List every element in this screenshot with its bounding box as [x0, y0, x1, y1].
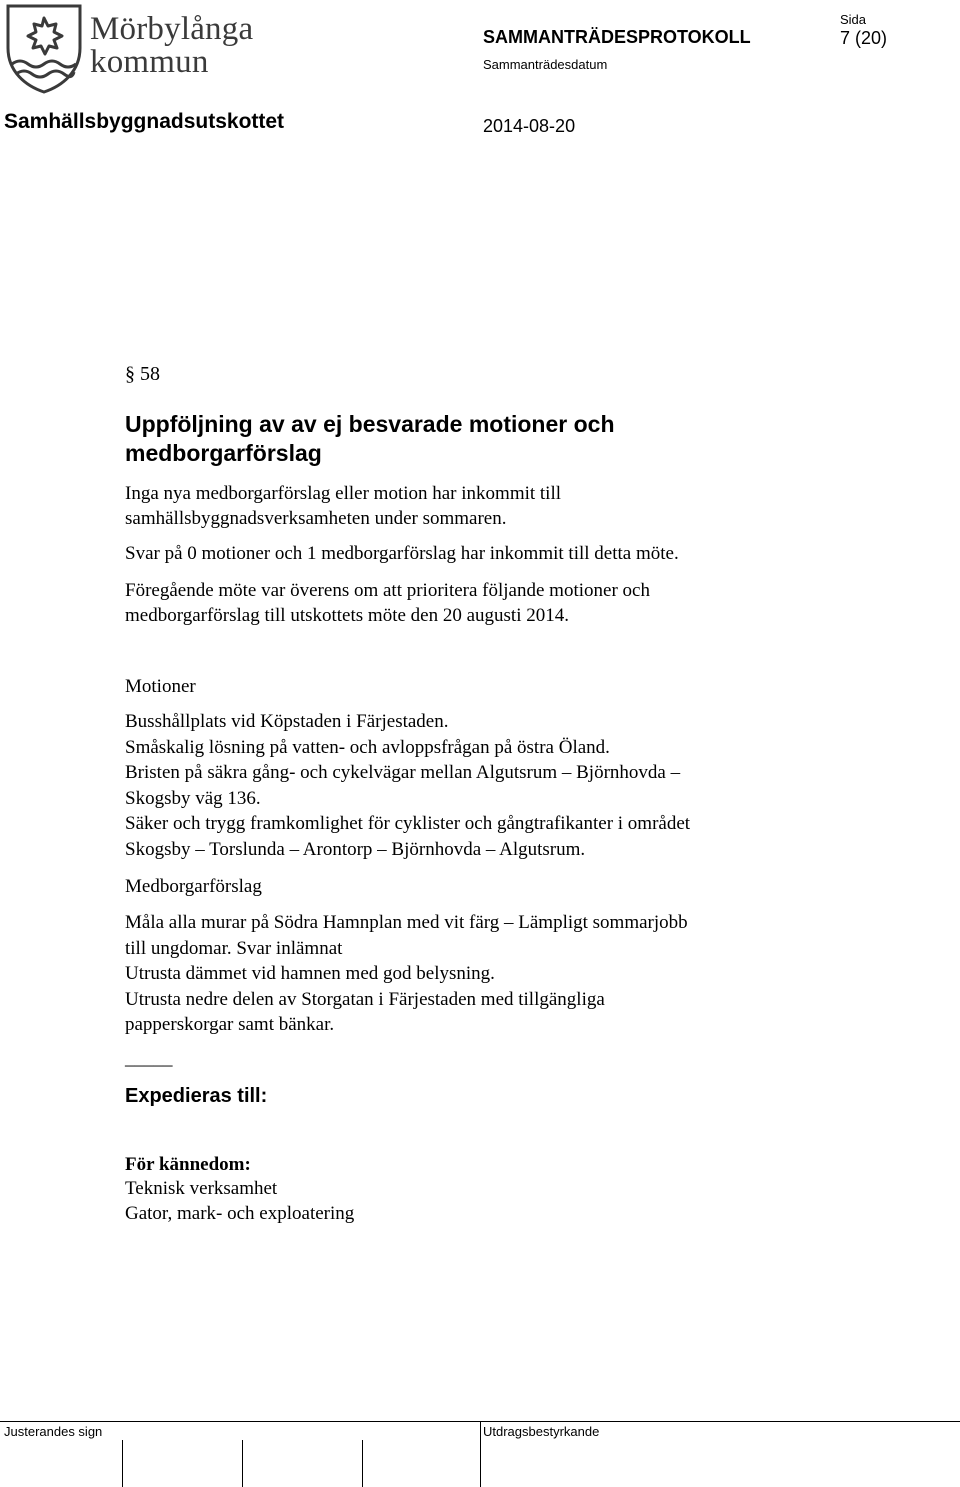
list-item: till ungdomar. Svar inlämnat — [125, 937, 343, 959]
motioner-list — [125, 709, 815, 862]
medborgar-list — [125, 910, 815, 1038]
logo-line-1: Mörbylånga — [90, 11, 254, 47]
paragraph-mark: § 58 — [125, 363, 160, 385]
section-title-line-1: Uppföljning av av ej besvarade motioner och — [125, 411, 615, 437]
list-item: Bristen på säkra gång- och cykelvägar mellan Algutsrum – Björnhovda – — [125, 762, 681, 783]
intro-line-1: Inga nya medborgarförslag eller motion har inkommit till — [125, 483, 562, 504]
expedieras-label: Expedieras till: — [125, 1085, 268, 1107]
signature-box-divider — [122, 1440, 123, 1487]
kannedom-recipient: Gator, mark- och exploatering — [125, 1203, 355, 1224]
page-label: Sida — [840, 12, 867, 27]
section-content — [125, 0, 815, 1260]
document-type: SAMMANTRÄDESPROTOKOLL — [483, 27, 751, 47]
section-title-line-2: medborgarförslag — [125, 440, 322, 466]
separator-line: _____ — [125, 1048, 173, 1069]
committee-name: Samhällsbyggnadsutskottet — [4, 110, 285, 133]
signature-box-divider — [362, 1440, 363, 1487]
justerandes-sign-label: Justerandes sign — [4, 1424, 103, 1439]
intro-line-3: Svar på 0 motioner och 1 medborgarförslag har inkommit till detta möte. — [125, 543, 679, 564]
list-item: Utrusta dämmet vid hamnen med god belysning. — [125, 963, 495, 984]
list-item: Utrusta nedre delen av Storgatan i Färjestaden med tillgängliga — [125, 988, 605, 1010]
list-item: Småskalig lösning på vatten- och avloppsfrågan på östra Öland. — [125, 736, 610, 758]
intro-line-5: medborgarförslag till utskottets möte den 20 augusti 2014. — [125, 605, 569, 626]
list-item: Skogsby – Torslunda – Arontorp – Björnhovda – Algutsrum. — [125, 838, 586, 860]
meeting-date: 2014-08-20 — [483, 116, 576, 136]
kannedom-label: För kännedom: — [125, 1154, 251, 1175]
motioner-heading: Motioner — [125, 676, 196, 697]
signature-box-divider — [480, 1421, 481, 1487]
kannedom-recipient: Teknisk verksamhet — [125, 1178, 278, 1199]
intro-line-4: Föregående möte var överens om att prioritera följande motioner och — [125, 580, 650, 601]
medborgar-heading: Medborgarförslag — [125, 876, 262, 897]
signature-box-divider — [242, 1440, 243, 1487]
utdragsbestyrkande-label: Utdragsbestyrkande — [483, 1424, 600, 1439]
list-item: Busshållplats vid Köpstaden i Färjestaden. — [125, 711, 449, 732]
coat-of-arms-icon — [4, 2, 84, 94]
list-item: Skogsby väg 136. — [125, 787, 261, 809]
intro-line-2: samhällsbyggnadsverksamheten under sommaren. — [125, 508, 507, 529]
list-item: Säker och trygg framkomlighet för cyklister och gångtrafikanter i området — [125, 813, 691, 834]
page-number: 7 (20) — [840, 28, 888, 48]
list-item: papperskorgar samt bänkar. — [125, 1014, 335, 1035]
date-label: Sammanträdesdatum — [483, 57, 608, 72]
list-item: Måla alla murar på Södra Hamnplan med vit färg – Lämpligt sommarjobb — [125, 912, 688, 933]
logo-line-2: kommun — [90, 44, 209, 80]
section-title — [125, 410, 815, 468]
